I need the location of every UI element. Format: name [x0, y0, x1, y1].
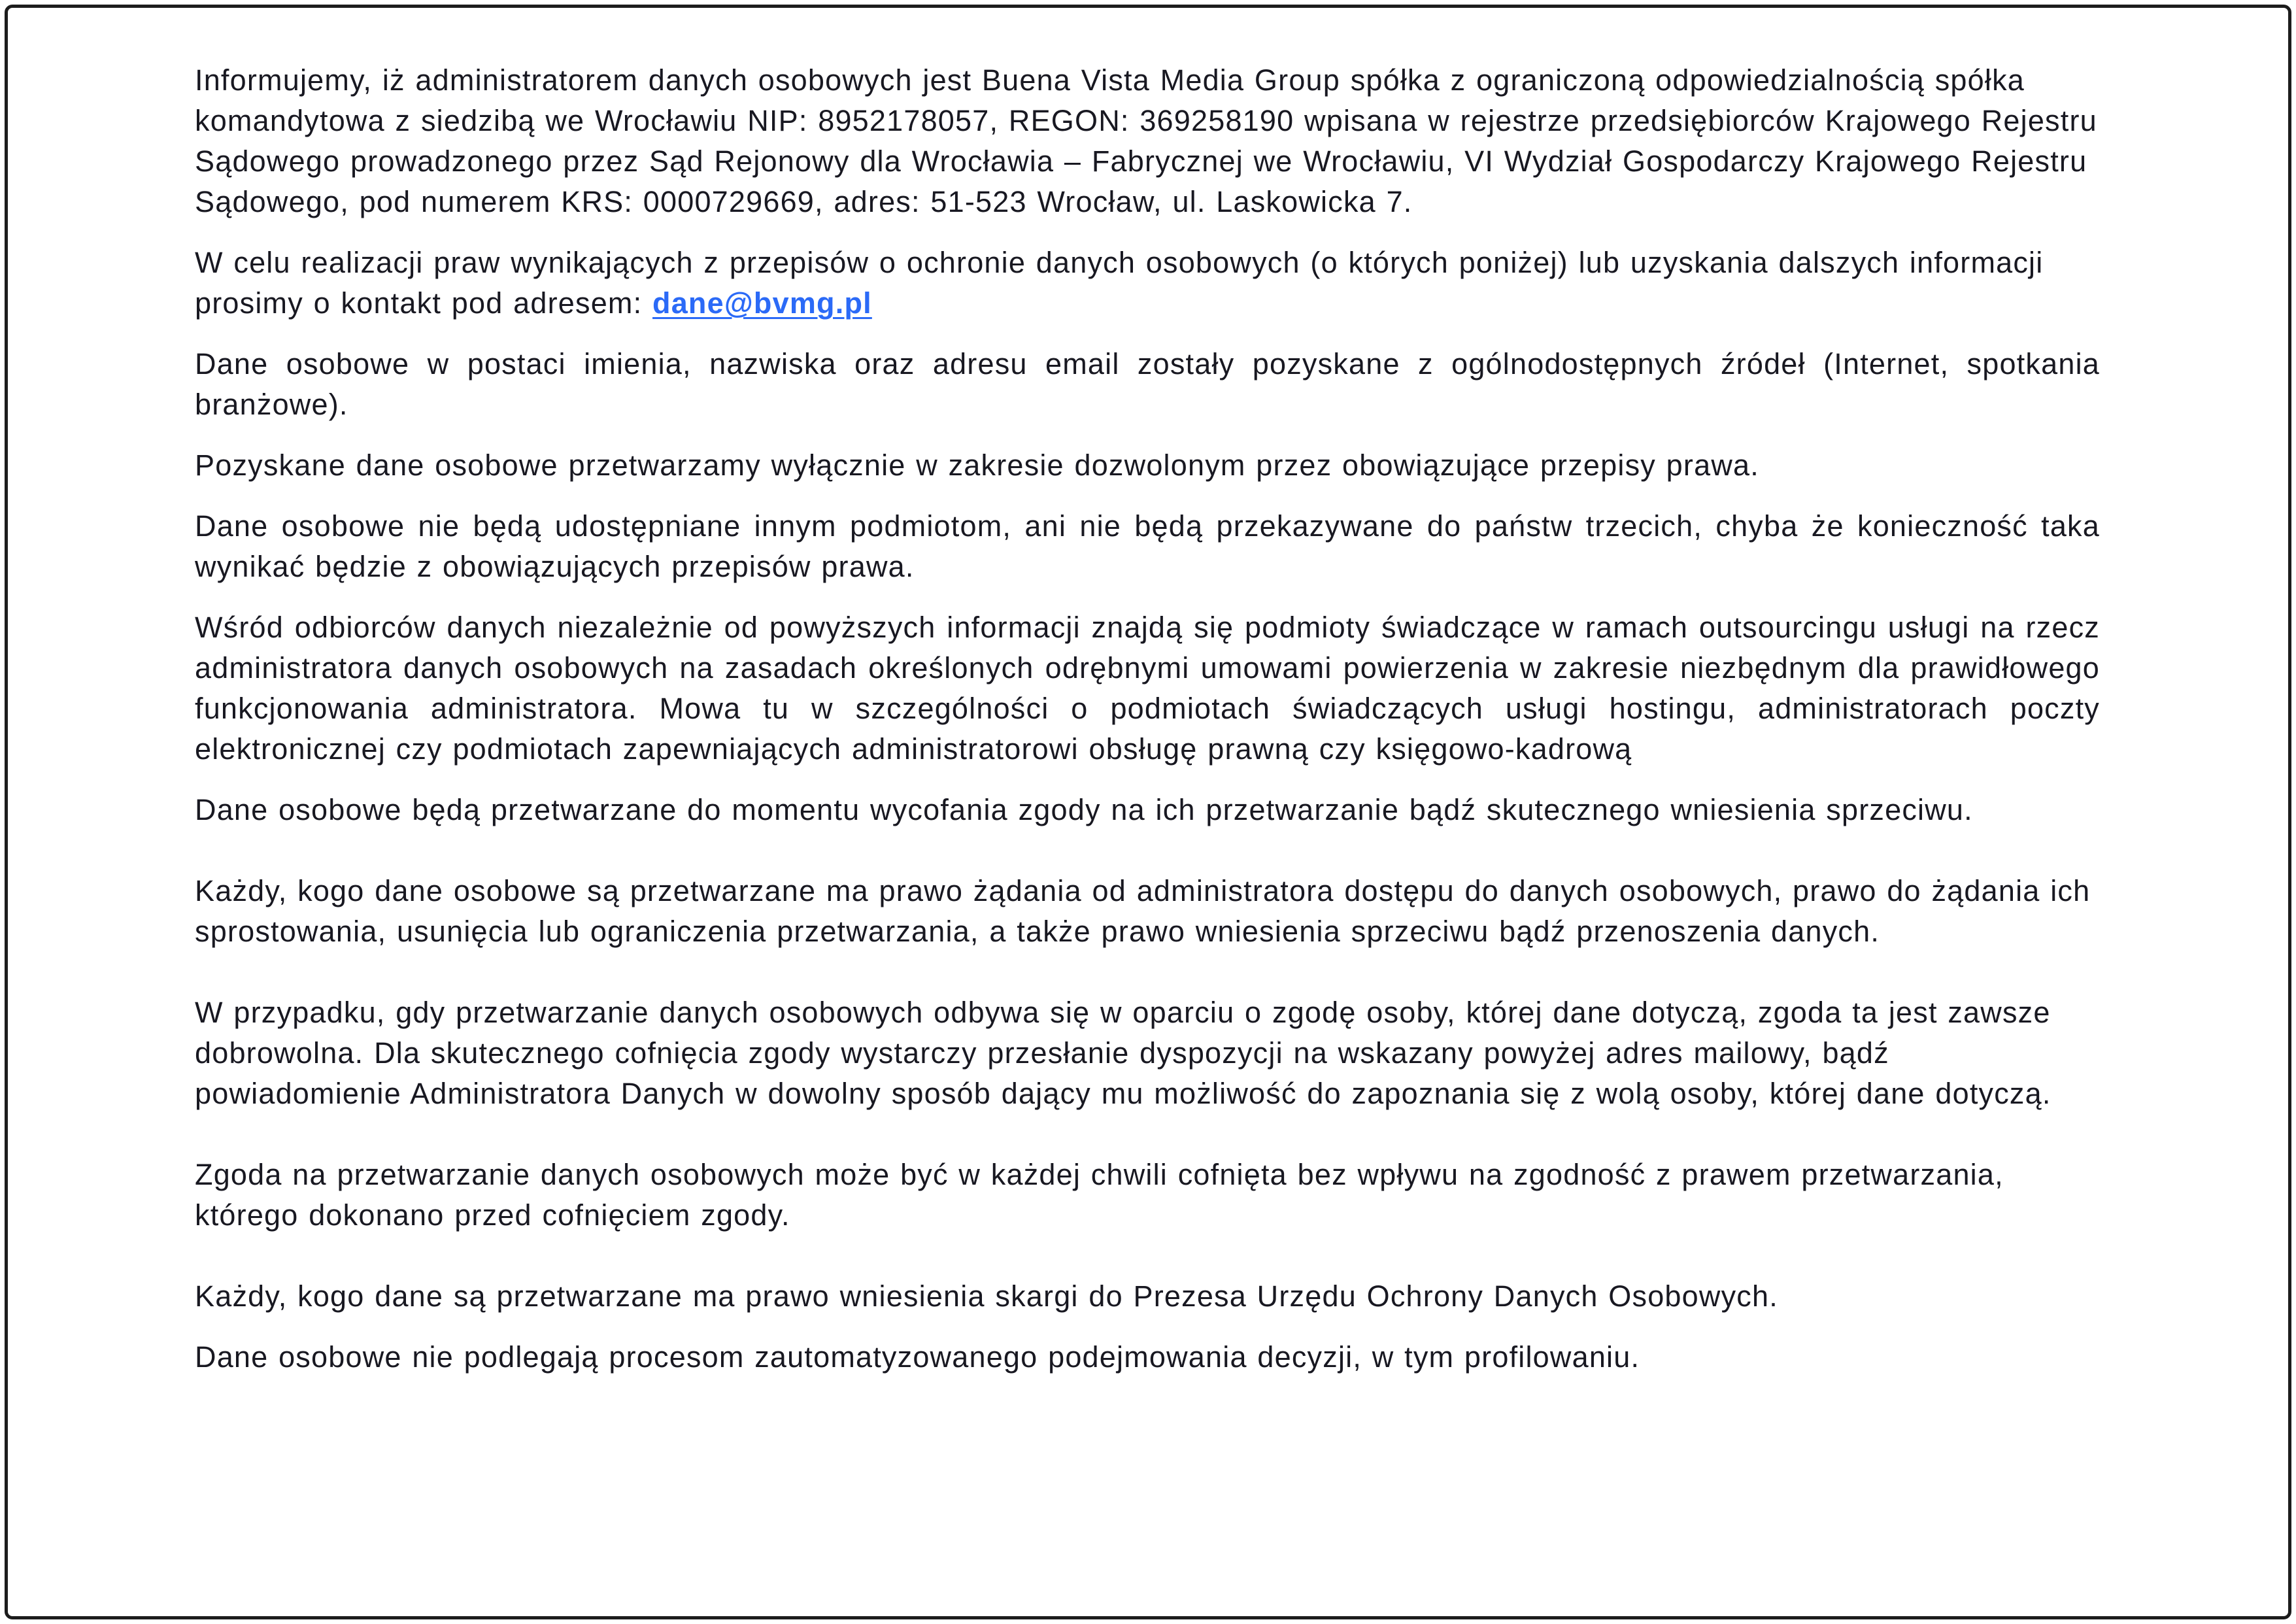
- paragraph-data-sources: Dane osobowe w postaci imienia, nazwiska oraz adresu email zostały pozyskane z ogólnodostępnych źródeł (Internet, spotkania branżowe).: [195, 347, 2100, 421]
- paragraph-consent-withdrawal: Zgoda na przetwarzanie danych osobowych może być w każdej chwili cofnięta bez wpływu na zgodność z prawem przetwarzania, którego dokonano przed cofnięciem zgody.: [195, 1158, 2004, 1232]
- paragraph-consent-voluntary: W przypadku, gdy przetwarzanie danych osobowych odbywa się w oparciu o zgodę osoby, której dane dotyczą, zgoda ta jest zawsze dobrowolna. Dla skutecznego cofnięcia zgody wystarczy przesłanie dyspozycji na wskazany powyżej adres mailowy, bądź powiadomienie Administratora Danych w dowolny sposób dający mu możliwość do zapoznania się z wolą osoby, której dane dotyczą.: [195, 996, 2051, 1110]
- paragraph-rights: Każdy, kogo dane osobowe są przetwarzane ma prawo żądania od administratora dostępu do danych osobowych, prawo do żądania ich sprostowania, usunięcia lub ograniczenia przetwarzania, a także prawo wniesienia sprzeciwu bądź przenoszenia danych.: [195, 874, 2091, 948]
- paragraph-contact-text: W celu realizacji praw wynikających z przepisów o ochronie danych osobowych (o których poniżej) lub uzyskania dalszych informacji prosimy o kontakt pod adresem:: [195, 246, 2044, 320]
- paragraph-processing-scope: Pozyskane dane osobowe przetwarzamy wyłącznie w zakresie dozwolonym przez obowiązujące przepisy prawa.: [195, 448, 1759, 482]
- paragraph-complaint-right: Każdy, kogo dane są przetwarzane ma prawo wniesienia skargi do Prezesa Urzędu Ochrony Danych Osobowych.: [195, 1279, 1778, 1313]
- paragraph-administrator-info: Informujemy, iż administratorem danych osobowych jest Buena Vista Media Group spółka z ograniczoną odpowiedzialnością spółka komandytowa z siedzibą we Wrocławiu NIP: 8952178057, REGON: 369258190 wpisana w rejestrze przedsiębiorców Krajowego Rejestru Sądowego prowadzonego przez Sąd Rejonowy dla Wrocławia – Fabrycznej we Wrocławiu, VI Wydział Gospodarczy Krajowego Rejestru Sądowego, pod numerem KRS: 0000729669, adres: 51-523 Wrocław, ul. Laskowicka 7.: [195, 63, 2097, 218]
- paragraph-no-profiling: Dane osobowe nie podlegają procesom zautomatyzowanego podejmowania decyzji, w tym profilowaniu.: [195, 1340, 1640, 1374]
- email-link[interactable]: dane@bvmg.pl: [652, 286, 872, 320]
- document-body: [195, 60, 2100, 1398]
- paragraph-recipients-outsourcing: Wśród odbiorców danych niezależnie od powyższych informacji znajdą się podmioty świadczące w ramach outsourcingu usługi na rzecz administratora danych osobowych na zasadach określonych odrębnymi umowami powierzenia w zakresie niezbędnym dla prawidłowego funkcjonowania administratora. Mowa tu w szczególności o podmiotach świadczących usługi hostingu, administratorach poczty elektronicznej czy podmiotach zapewniających administratorowi obsługę prawną czy księgowo-kadrową: [195, 611, 2100, 766]
- paragraph-contact: [195, 243, 2100, 324]
- paragraph-retention: Dane osobowe będą przetwarzane do momentu wycofania zgody na ich przetwarzanie bądź skutecznego wniesienia sprzeciwu.: [195, 793, 1973, 826]
- paragraph-no-sharing: Dane osobowe nie będą udostępniane innym podmiotom, ani nie będą przekazywane do państw trzecich, chyba że konieczność taka wynikać będzie z obowiązujących przepisów prawa.: [195, 509, 2100, 583]
